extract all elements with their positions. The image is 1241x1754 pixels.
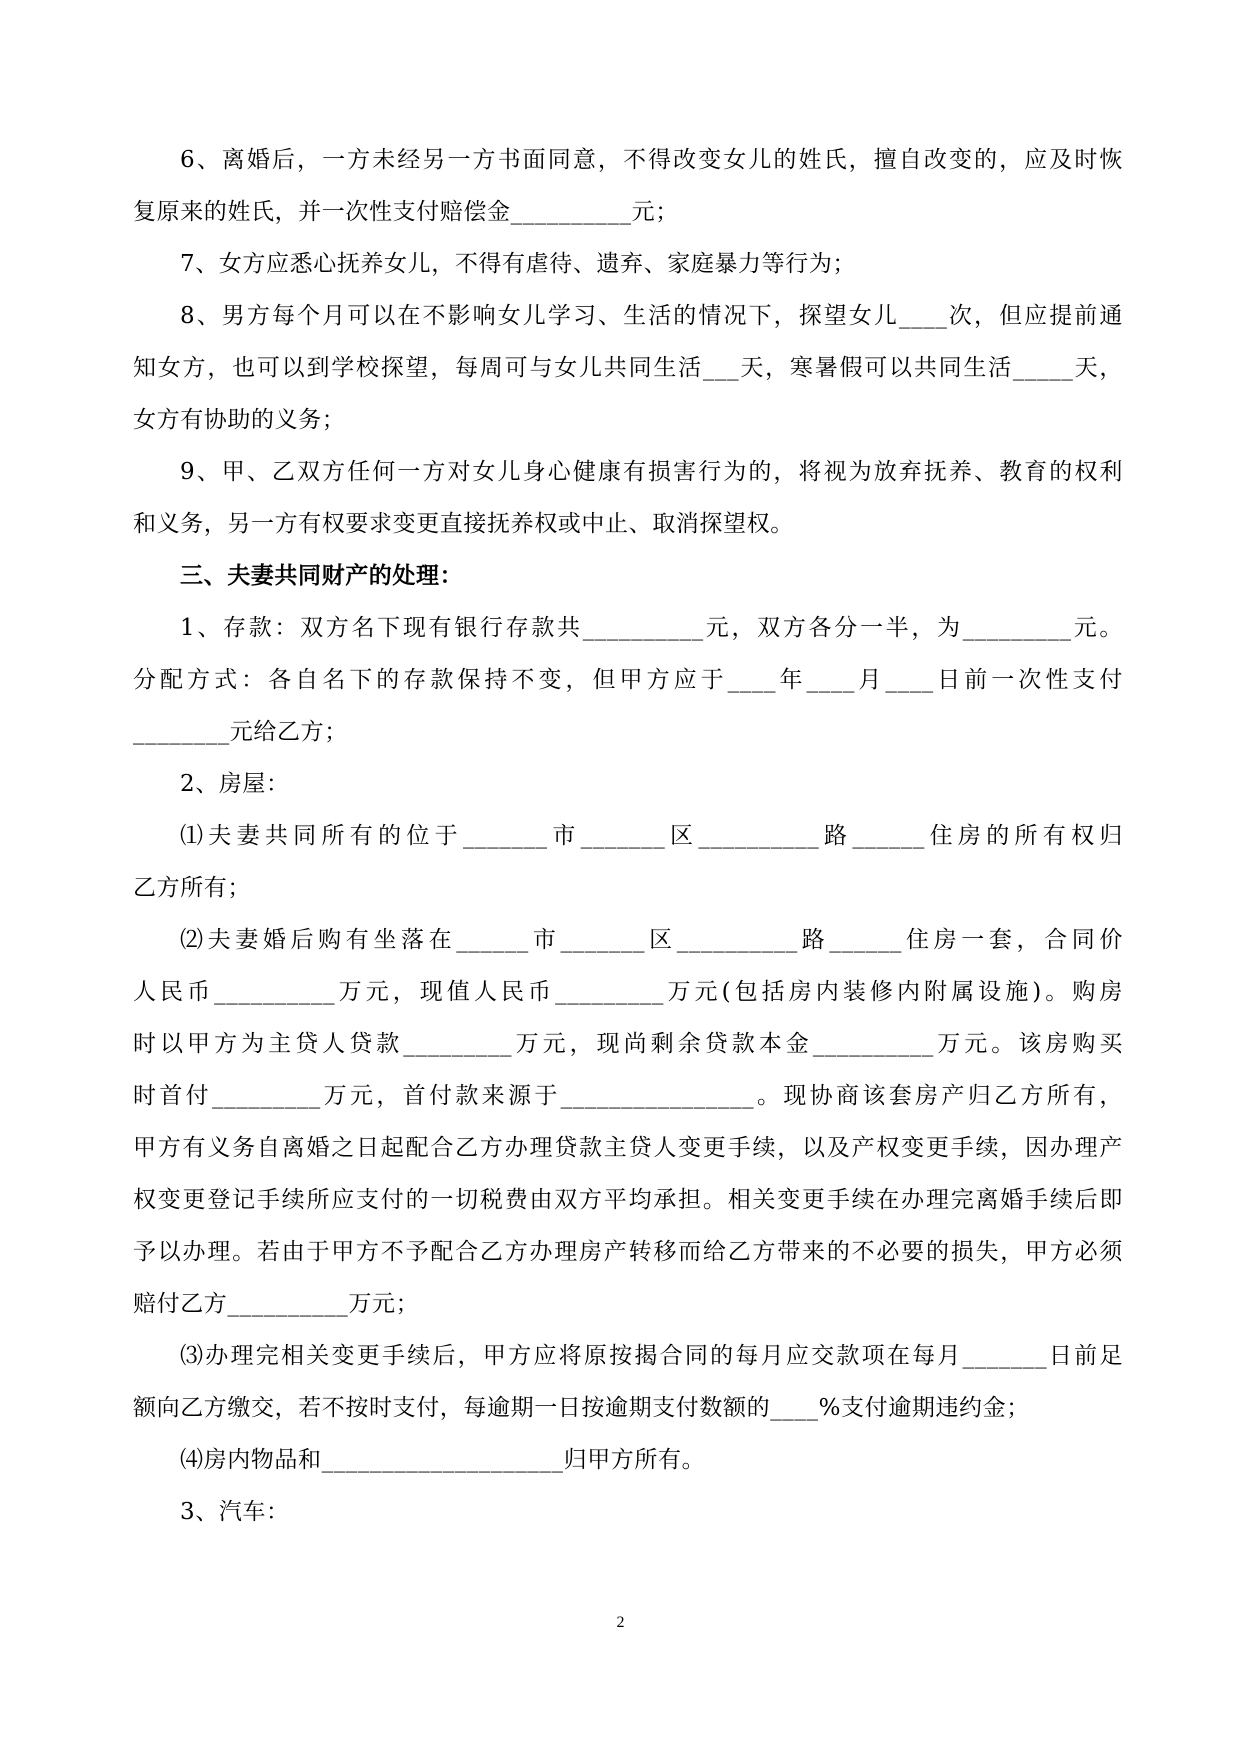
- clause-8-line-2: 知女方，也可以到学校探望，每周可与女儿共同生活___天，寒暑假可以共同生活_____天，: [133, 355, 1123, 381]
- section-heading-property: 三、夫妻共同财产的处理：: [180, 562, 464, 589]
- page-number: 2: [616, 1614, 625, 1631]
- clause-8-line-1: 8、男方每个月可以在不影响女儿学习、生活的情况下，探望女儿____次，但应提前通: [180, 303, 1123, 329]
- clause-7: 7、女方应悉心抚养女儿，不得有虐待、遗弃、家庭暴力等行为；: [180, 251, 857, 277]
- deposit-line-3: ________元给乙方；: [133, 719, 348, 745]
- housing-item-2-line-4: 时首付_________万元，首付款来源于________________。现协商该套房产归乙方所有，: [133, 1083, 1123, 1109]
- housing-item-2-line-8: 赔付乙方__________万元；: [133, 1291, 420, 1317]
- clause-9-line-1: 9、甲、乙双方任何一方对女儿身心健康有损害行为的，将视为放弃抚养、教育的权利: [180, 459, 1123, 485]
- housing-item-2-line-5: 甲方有义务自离婚之日起配合乙方办理贷款主贷人变更手续，以及产权变更手续，因办理产: [133, 1135, 1123, 1161]
- housing-item-4: ⑷房内物品和____________________归甲方所有。: [180, 1447, 706, 1473]
- clause-9-line-2: 和义务，另一方有权要求变更直接抚养权或中止、取消探望权。: [133, 511, 794, 537]
- housing-item-2-line-1: ⑵夫妻婚后购有坐落在______市_______区__________路______住房一套，合同价: [180, 927, 1123, 953]
- housing-item-2-line-3: 时以甲方为主贷人贷款_________万元，现尚剩余贷款本金__________万元。该房购买: [133, 1031, 1123, 1057]
- housing-item-1-line-2: 乙方所有；: [133, 875, 251, 901]
- car-heading: 3、汽车：: [180, 1499, 290, 1525]
- clause-6-line-1: 6、离婚后，一方未经另一方书面同意，不得改变女儿的姓氏，擅自改变的，应及时恢: [180, 147, 1123, 173]
- deposit-line-1: 1、存款：双方名下现有银行存款共__________元，双方各分一半，为_________元。: [180, 615, 1123, 641]
- housing-heading: 2、房屋：: [180, 771, 290, 797]
- document-body: [133, 134, 1123, 1538]
- clause-8-line-3: 女方有协助的义务；: [133, 407, 346, 433]
- clause-6-line-2: 复原来的姓氏，并一次性支付赔偿金__________元；: [133, 199, 679, 225]
- deposit-line-2: 分配方式：各自名下的存款保持不变，但甲方应于____年____月____日前一次性支付: [133, 667, 1123, 693]
- housing-item-3-line-2: 额向乙方缴交，若不按时支付，每逾期一日按逾期支付数额的____%支付逾期违约金；: [133, 1395, 1030, 1421]
- housing-item-2-line-7: 予以办理。若由于甲方不予配合乙方办理房产转移而给乙方带来的不必要的损失，甲方必须: [133, 1239, 1123, 1265]
- housing-item-2-line-2: 人民币__________万元，现值人民币_________万元(包括房内装修内附属设施)。购房: [133, 979, 1123, 1005]
- housing-item-3-line-1: ⑶办理完相关变更手续后，甲方应将原按揭合同的每月应交款项在每月_______日前足: [180, 1343, 1123, 1369]
- housing-item-2-line-6: 权变更登记手续所应支付的一切税费由双方平均承担。相关变更手续在办理完离婚手续后即: [133, 1187, 1123, 1213]
- housing-item-1-line-1: ⑴夫妻共同所有的位于_______市_______区__________路______住房的所有权归: [180, 823, 1123, 849]
